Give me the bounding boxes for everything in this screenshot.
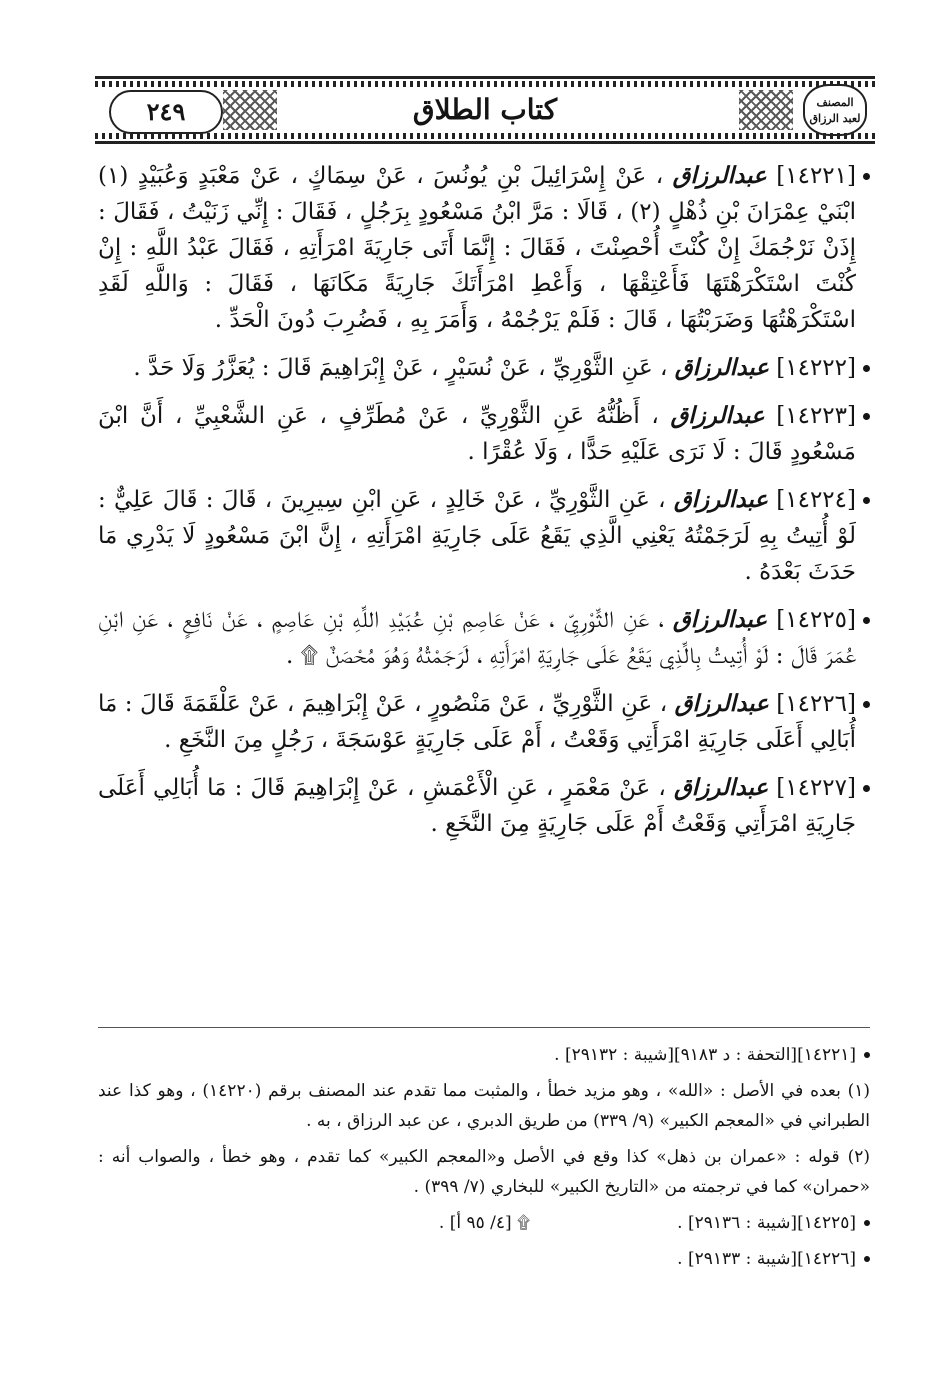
header-border-top [95,76,875,79]
hadith-number: [١٤٢٢١] [776,163,857,189]
header-ornament-band-bottom [95,133,875,139]
hadith-number: [١٤٢٢٣] [776,403,856,429]
footnote-reference [677,1208,870,1238]
hadith-author: عبدالرزاق [672,162,767,189]
hadith-list [98,158,870,854]
header-ornament-right [739,90,793,130]
footnote-reference [98,1040,870,1070]
bullet-icon [863,617,870,624]
bullet-icon [863,173,870,180]
hadith-entry [98,686,870,758]
hadith-number: [١٤٢٢٦] [776,691,857,717]
hadith-entry [98,158,870,338]
hadith-number: [١٤٢٢٥] [776,607,857,633]
bullet-icon [863,365,870,372]
bullet-icon [863,497,870,504]
hadith-author: عبدالرزاق [673,486,768,513]
footnote-2: (٢) قوله : «عمران بن ذهل» كذا وقع في الأصل و«المعجم الكبير» كما تقدم ، وهو خطأ ، والصواب أنه : «حمران» كما في ترجمته من «التاريخ الكبير» للبخاري (٧/ ٣٩٩) . [98,1147,870,1197]
footnotes [98,1040,870,1280]
hadith-author: عبدالرزاق [674,690,769,717]
hadith-text: ، عَنِ الثَّوْرِيِّ ، عَنْ خَالِدٍ ، عَنِ ابْنِ سِيرِينَ ، قَالَ : قَالَ عَلِيٌّ : لَوْ أُتِيتُ بِهِ لَرَجَمْتُهُ يَعْنِي الَّذِي يَقَعُ عَلَى جَارِيَةِ امْرَأَتِهِ ، إِنَّ ابْنَ مَسْعُودٍ لَا يَدْرِي مَا حَدَثَ بَعْدَهُ . [98,487,856,585]
hadith-text: ، عَنْ مَعْمَرٍ ، عَنِ الْأَعْمَشِ ، عَنْ إِبْرَاهِيمَ قَالَ : مَا أُبَالِي أَعَلَى جَارِيَةِ امْرَأَتِي وَقَعْتُ أَمْ عَلَى جَارِيَةٍ مِنَ النَّخَعِ . [98,775,856,837]
book-logo [803,84,867,136]
hadith-entry [98,602,870,674]
hadith-number: [١٤٢٢٧] [776,775,857,801]
hadith-entry [98,398,870,470]
hadith-number: [١٤٢٢٢] [776,355,856,381]
hadith-text: ، عَنِ الثَّوْرِيِّ ، عَنْ مَنْصُورٍ ، عَنْ إِبْرَاهِيمَ ، عَنْ عَلْقَمَةَ قَالَ : مَا أُبَالِي أَعَلَى جَارِيَةِ امْرَأَتِي وَقَعْتُ ، أَمْ عَلَى جَارِيَةٍ عَوْسَجَةَ ، رَجُلٍ مِنَ النَّخَعِ . [98,691,856,753]
hadith-text: ، أَظُنُّهُ عَنِ الثَّوْرِيِّ ، عَنْ مُطَرِّفٍ ، عَنِ الشَّعْبِيِّ ، أَنَّ ابْنَ مَسْعُودٍ قَالَ : لَا نَرَى عَلَيْهِ حَدًّا ، وَلَا عُقْرًا . [98,403,856,465]
footnote-1: (١) بعده في الأصل : «الله» ، وهو مزيد خطأ ، والمثبت مما تقدم عند المصنف برقم (١٤٢٢٠) ، وهو كذا عند الطبراني في «المعجم الكبير» (٩/ ٣٣٩) من طريق الدبري ، عن عبد الرزاق ، به . [98,1081,870,1131]
bullet-icon [863,785,870,792]
hadith-text: ، عَنِ الثَّوْرِيِّ ، عَنْ نُسَيْرٍ ، عَنْ إِبْرَاهِيمَ قَالَ : يُعَزَّرُ وَلَا حَدَّ . [133,355,668,381]
hadith-entry [98,350,870,386]
bullet-icon [864,1052,870,1058]
hadith-text: ، عَنْ إِسْرَائِيلَ بْنِ يُونُسَ ، عَنْ سِمَاكٍ ، عَنْ مَعْبَدٍ وَعُبَيْدٍ (١) ابْنَيْ عِمْرَانَ بْنِ ذُهْلٍ (٢) ، قَالَا : مَرَّ ابْنُ مَسْعُودٍ بِرَجُلٍ ، فَقَالَ : إِنِّي زَنَيْتُ ، فَقَالَ : إِذَنْ نَرْجُمَكَ إِنْ كُنْتَ أُحْصِنْتَ ، فَقَالَ : إِنَّمَا أَتَى جَارِيَةَ امْرَأَتِهِ ، فَقَالَ عَبْدُ اللَّهِ : إِنْ كُنْتَ اسْتَكْرَهْتَهَا فَأَعْتِقْهَا ، وَأَعْطِ امْرَأَتَكَ جَارِيَةً مَكَانَهَا ، فَقَالَ : وَاللَّهِ لَقَدِ اسْتَكْرَهْتُهَا وَضَرَبْتُهَا ، قَالَ : فَلَمْ يَرْجُمْهُ ، وَأَمَرَ بِهِ ، فَضُرِبَ دُونَ الْحَدِّ . [98,163,857,333]
manuscript-page-reference: ۩ [٤/ ٩٥ أ] . [438,1213,530,1233]
footnote-reference-text: [١٤٢٢١][التحفة : د ٩١٨٣][شيبة : ٢٩١٣٢] . [554,1045,856,1065]
hadith-author: عبدالرزاق [674,354,769,381]
page-header [95,76,875,144]
footnote-reference-row [98,1208,870,1238]
hadith-entry [98,770,870,842]
hadith-author: عبدالرزاق [672,606,768,633]
logo-line-2: لعبد الرزاق [809,112,861,125]
header-border-bottom [95,141,875,144]
hadith-author: عبدالرزاق [673,774,769,801]
hadith-number: [١٤٢٢٤] [776,487,856,513]
bullet-icon [864,1256,870,1262]
logo-line-1: المصنف [816,96,854,109]
hadith-entry [98,482,870,590]
chapter-title: كتاب الطلاق [412,93,558,126]
footnote-divider [98,1027,870,1028]
bullet-icon [863,701,870,708]
page-number: ٢٤٩ [109,90,223,134]
footnote-reference-text: [١٤٢٢٥][شيبة : ٢٩١٣٦] . [677,1213,856,1233]
bullet-icon [863,413,870,420]
footnote-reference [98,1244,870,1274]
hadith-text: ، عَنِ الثَّوْرِيِّ ، عَنْ عَاصِمِ بْنِ عُبَيْدِ اللَّهِ بْنِ عَاصِمٍ ، عَنْ نَافِعٍ ، عَنِ ابْنِ عُمَرَ قَالَ : لَوْ أُتِيتُ بِالَّذِي يَقَعُ عَلَى جَارِيَةِ امْرَأَتِهِ ، لَرَجَمْتُهُ وَهُوَ مُحْصَنٌ ۩ . [98,607,856,669]
bullet-icon [864,1220,870,1226]
header-ornament-band-top [95,81,875,87]
hadith-author: عبدالرزاق [670,402,765,429]
footnote-reference-text: [١٤٢٢٦][شيبة : ٢٩١٣٣] . [677,1249,856,1269]
